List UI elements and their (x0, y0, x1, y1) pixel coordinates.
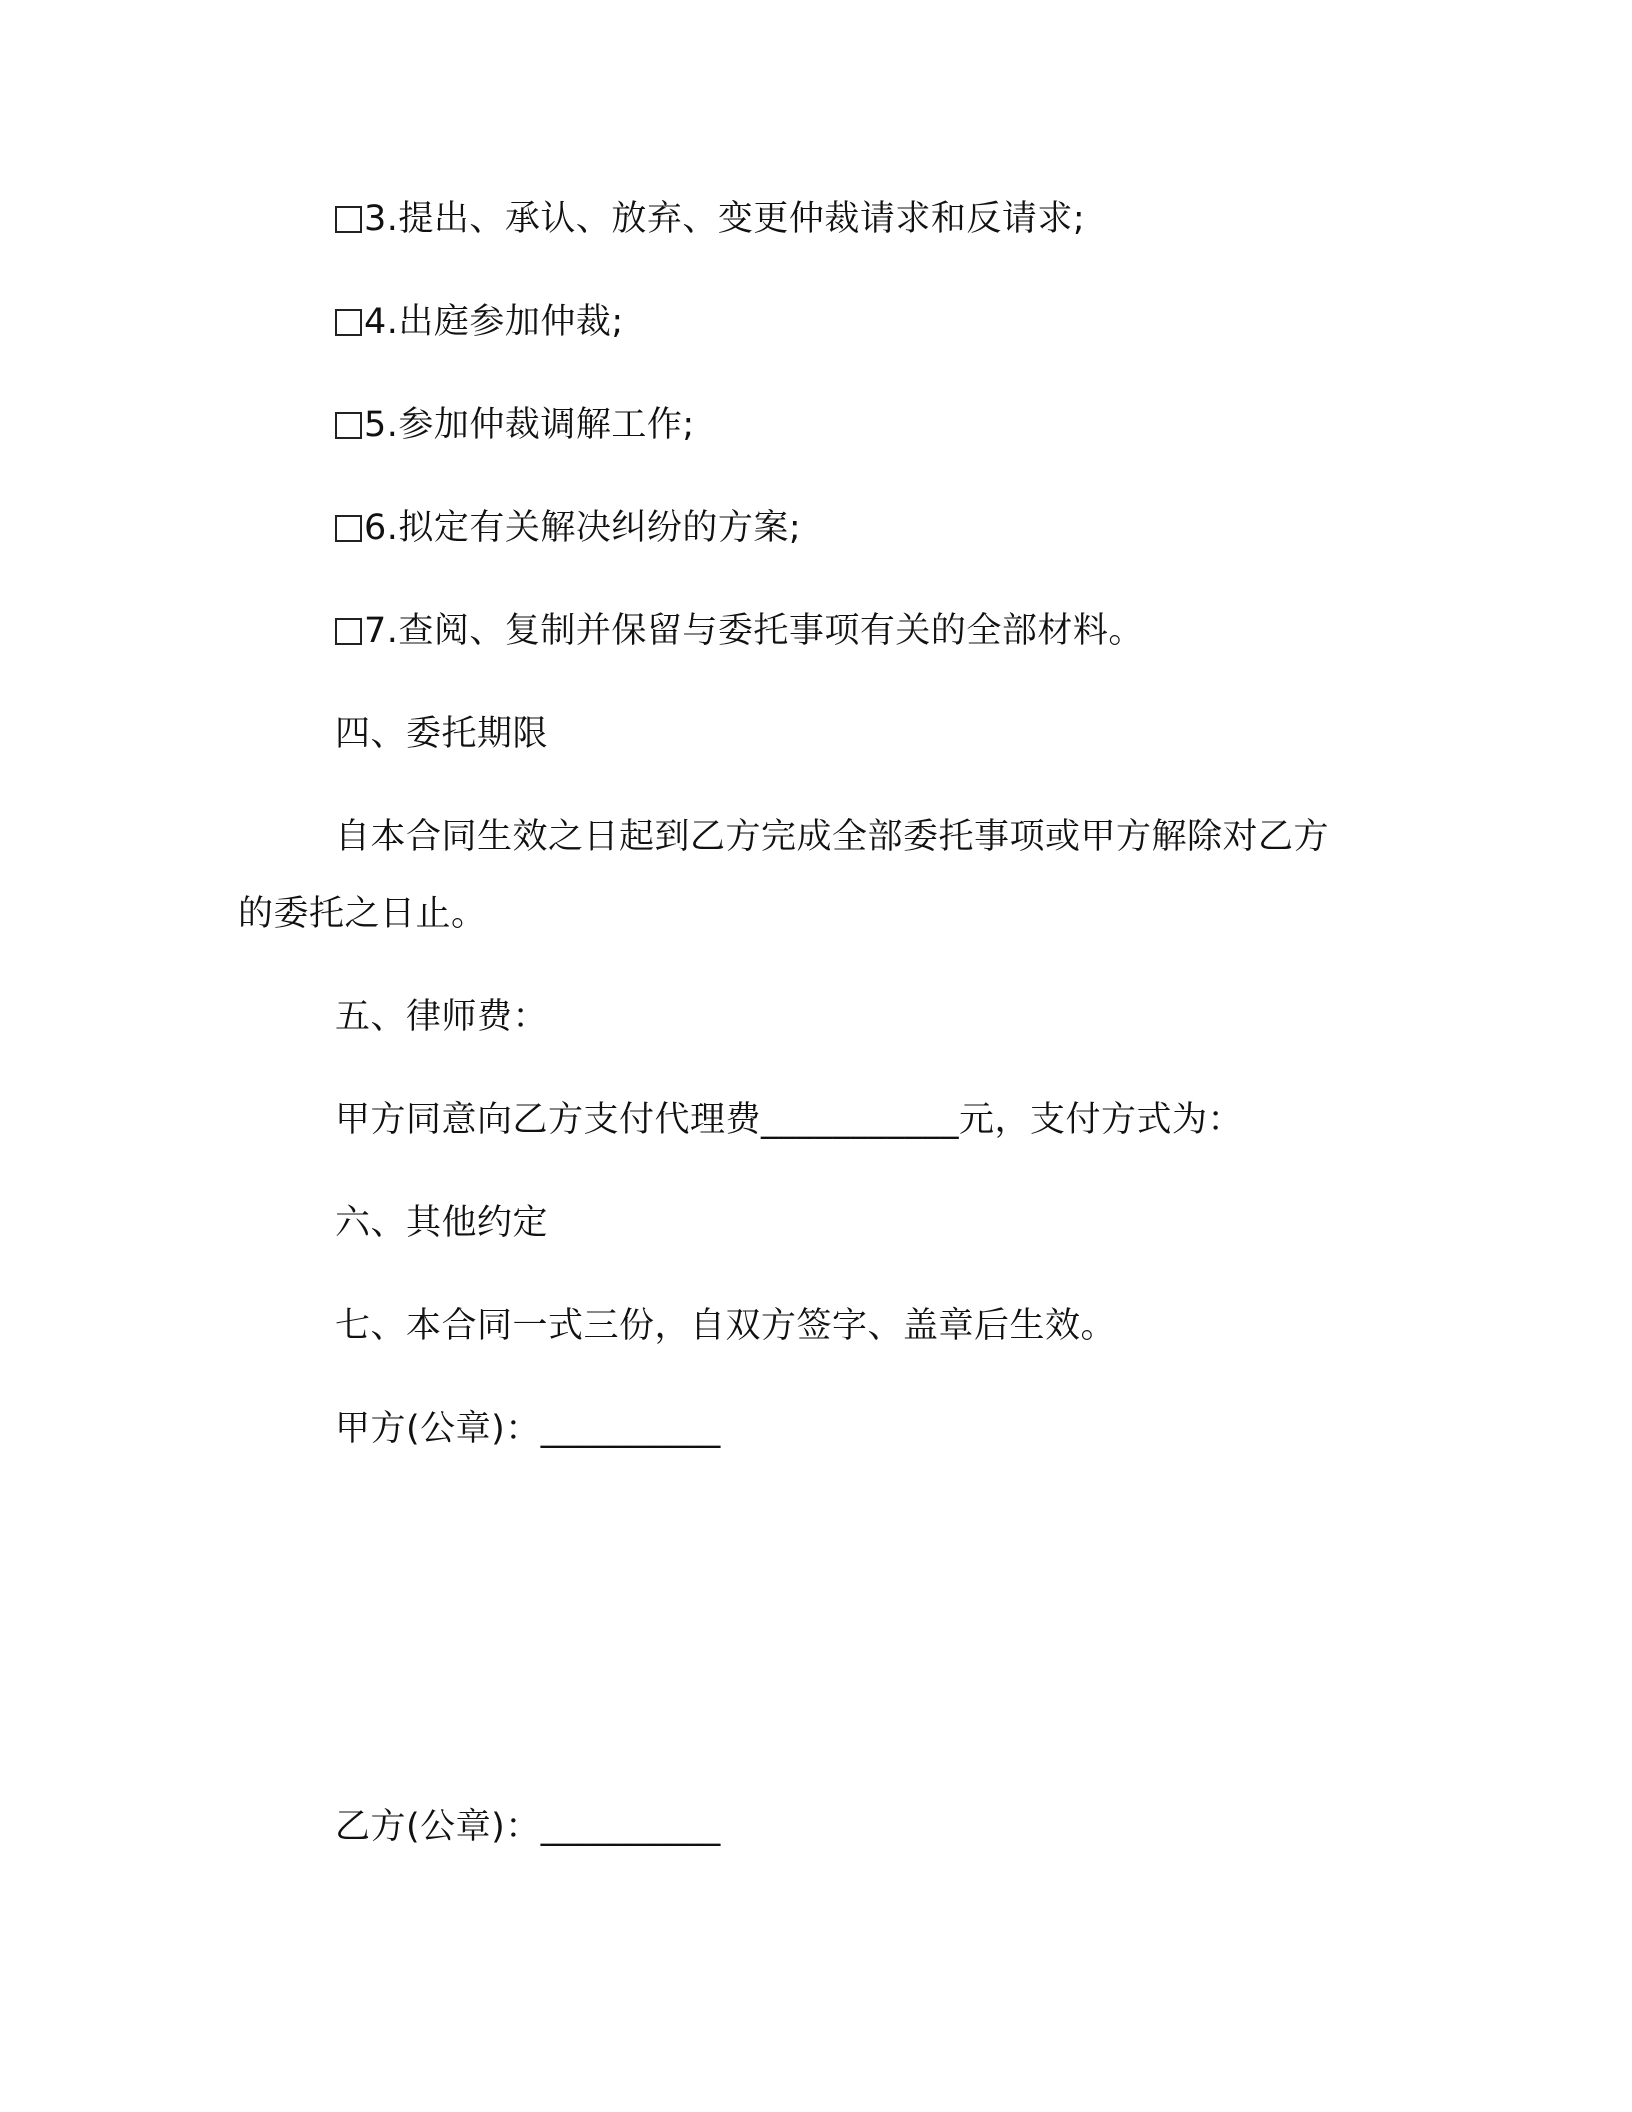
section-6-heading: 六、其他约定 (335, 1203, 549, 1243)
checklist-item-7 (335, 607, 1144, 655)
checklist-item-3 (335, 195, 1085, 243)
fee-line: 甲方同意向乙方支付代理费___________元，支付方式为： (335, 1100, 1244, 1140)
checkbox-icon[interactable] (335, 515, 362, 542)
checklist-item-5 (335, 401, 695, 449)
checklist-item-text: 3.提出、承认、放弃、变更仲裁请求和反请求; (364, 199, 1086, 239)
checklist-item-4 (335, 298, 624, 346)
checklist-item-text: 7.查阅、复制并保留与委托事项有关的全部材料。 (364, 611, 1144, 651)
section-4-text-line-2: 的委托之日止。 (238, 894, 487, 934)
checklist-item-text: 5.参加仲裁调解工作; (364, 405, 695, 445)
section-4-heading: 四、委托期限 (335, 714, 549, 754)
checkbox-icon[interactable] (335, 412, 362, 439)
section-7-heading: 七、本合同一式三份，自双方签字、盖章后生效。 (335, 1306, 1117, 1346)
checklist-item-6 (335, 504, 801, 552)
checklist-item-text: 4.出庭参加仲裁; (364, 302, 624, 342)
checkbox-icon[interactable] (335, 309, 362, 336)
checklist-item-text: 6.拟定有关解决纠纷的方案; (364, 508, 802, 548)
party-a-signature: 甲方(公章)：__________ (335, 1409, 721, 1449)
party-b-signature: 乙方(公章)：__________ (335, 1807, 721, 1847)
checkbox-icon[interactable] (335, 618, 362, 645)
section-5-heading: 五、律师费： (335, 997, 549, 1037)
checkbox-icon[interactable] (335, 206, 362, 233)
section-4-text-line-1: 自本合同生效之日起到乙方完成全部委托事项或甲方解除对乙方 (335, 817, 1330, 857)
